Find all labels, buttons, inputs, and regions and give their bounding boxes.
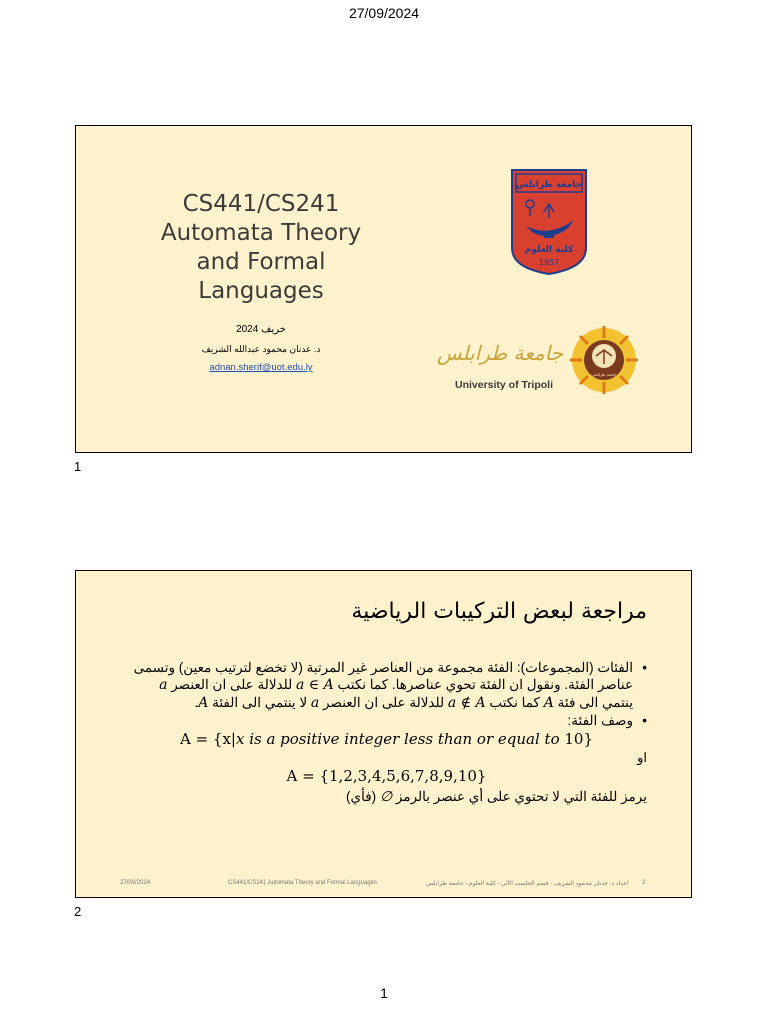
logo-arabic-text: جامعة طرابلس xyxy=(436,341,564,365)
math-inline: a xyxy=(159,677,168,693)
text-segment: كما نكتب xyxy=(489,695,540,710)
text-segment: للدلالة على ان العنصر xyxy=(171,677,293,692)
crest-year: 1957 xyxy=(538,258,560,267)
math-inline: a ∈ A xyxy=(295,677,334,693)
faculty-crest-logo xyxy=(510,168,588,276)
equation-set-roster: A = {1,2,3,4,5,6,7,8,9,10} xyxy=(286,767,487,785)
equation-part: A = {x| xyxy=(179,730,236,748)
text-segment: لا ينتمي الى الفئة xyxy=(212,695,308,710)
or-text: او xyxy=(637,750,647,765)
term-label: خريف 2024 xyxy=(236,324,286,335)
slide-2 xyxy=(75,570,692,898)
math-inline: a ∉ A xyxy=(447,695,486,711)
title-line: CS441/CS241 xyxy=(182,191,340,217)
equation-set-builder xyxy=(126,729,647,749)
author-email-link[interactable]: adnan.sherif@uot.edu.ly xyxy=(209,362,313,373)
text-segment: وصف الفئة: xyxy=(567,713,633,728)
empty-set-text xyxy=(126,788,647,806)
author-name: د. عدنان محمود عبدالله الشريف xyxy=(201,344,321,354)
title-line: and Formal xyxy=(196,249,326,275)
text-segment: ينتمي الى فئة xyxy=(557,695,633,710)
logo-english-text: University of Tripoli xyxy=(454,379,554,391)
title-line: Languages xyxy=(198,278,324,304)
bullet-sets-definition xyxy=(126,659,647,712)
crest-top-text: جامعة طرابلس xyxy=(515,180,583,190)
slide-1-number: 1 xyxy=(74,459,82,474)
seal-icon xyxy=(570,326,638,394)
header-date: 27/09/2024 xyxy=(348,5,420,21)
seal-text: جامعة طرابلس xyxy=(591,372,617,377)
equation-part: 10} xyxy=(564,730,594,748)
text-segment: . xyxy=(194,695,199,710)
footer-page-number: 2 xyxy=(642,880,646,886)
slide-2-number: 2 xyxy=(74,904,82,919)
slide-1-title xyxy=(136,190,386,306)
slide-2-title: مراجعة لبعض التركيبات الرياضية xyxy=(351,599,647,624)
math-inline: A xyxy=(543,695,554,711)
footer-course: CS441/CS241 Automata Theory and Formal Languages xyxy=(228,880,377,886)
text-segment: يرمز للفئة التي لا تحتوي على أي عنصر بالرمز xyxy=(395,789,647,804)
math-inline: A xyxy=(198,695,209,711)
math-inline: a xyxy=(310,695,320,711)
crest-bottom-text: كلية العلوم xyxy=(524,245,574,255)
title-line: Automata Theory xyxy=(160,220,362,246)
text-segment: (فأي) xyxy=(346,789,377,804)
text-segment: للدلالة على ان العنصر xyxy=(323,695,445,710)
empty-set-symbol: ∅ xyxy=(379,789,393,805)
footer-instructor: اعداد د. عدنان محمود الشريف - قسم الحاسب الآلي - كلية العلوم - جامعة طرابلس xyxy=(426,881,629,887)
footer-date: 27/09/2024 xyxy=(120,880,151,886)
slide-2-body xyxy=(126,659,647,806)
university-logo xyxy=(436,326,642,396)
bullet-set-description xyxy=(126,712,647,729)
text-segment: الفئات (المجموعات): الفئة مجموعة من العناصر غير المرتبة (لا تخضع لترتيب معين) وتسمى عناصر الفئة. ونقول ان الفئة تحوي عناصرها. كما نكتب xyxy=(133,660,633,692)
slide-1 xyxy=(75,125,692,453)
equation-part: x is a positive integer less than or equal to xyxy=(235,730,560,748)
page-number: 1 xyxy=(380,985,388,1001)
